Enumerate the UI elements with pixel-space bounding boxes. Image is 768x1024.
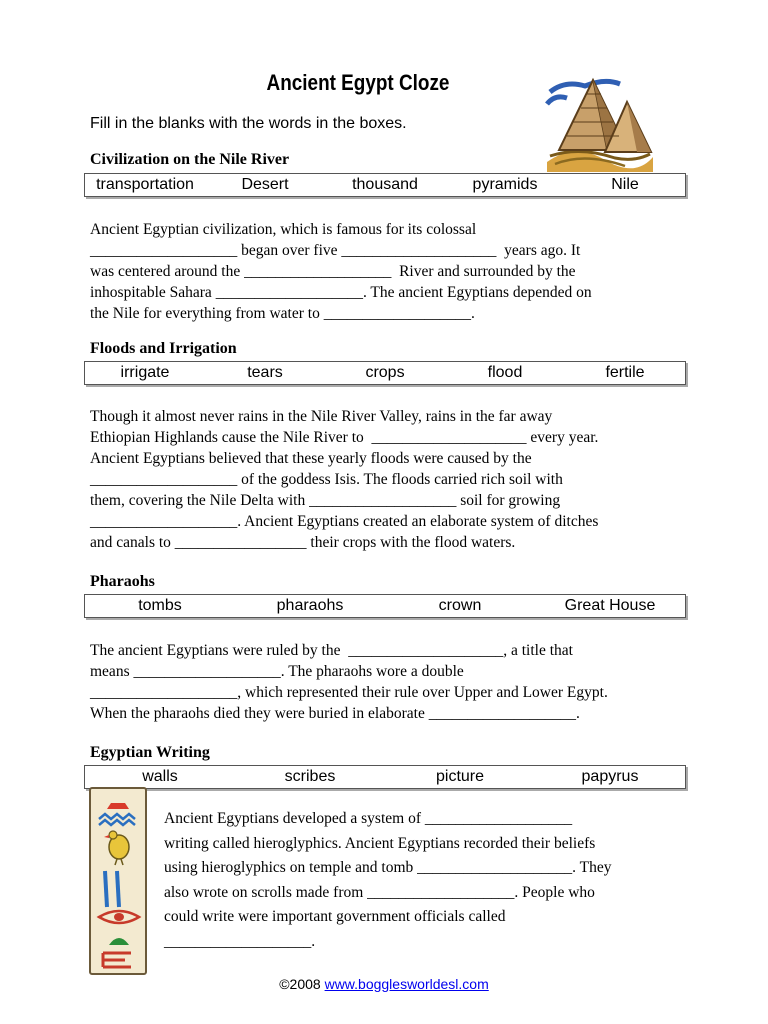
word-box-item: Great House <box>564 597 656 614</box>
copyright-text: ©2008 <box>279 976 325 992</box>
paragraph-line: ___________________. <box>164 932 316 950</box>
paragraph-line: was centered around the ___________________ River and surrounded by the <box>90 263 576 280</box>
word-box-item: Desert <box>241 176 289 193</box>
pyramid-illustration <box>545 72 655 172</box>
hieroglyph-illustration <box>89 787 147 975</box>
paragraph-line: ___________________ of the goddess Isis. The floods carried rich soil with <box>90 471 563 488</box>
paragraph-line: Ancient Egyptians developed a system of ___________________ <box>164 810 573 827</box>
word-box-pharaohs <box>84 594 686 618</box>
word-box-floods <box>84 361 686 385</box>
paragraph-line: The ancient Egyptians were ruled by the ____________________, a title that <box>90 642 573 659</box>
paragraph-pharaohs <box>90 640 680 724</box>
paragraph-line: and canals to _________________ their crops with the flood waters. <box>90 534 516 551</box>
footer <box>0 976 768 992</box>
paragraph-line: writing called hieroglyphics. Ancient Egyptians recorded their beliefs <box>164 834 596 852</box>
paragraph-writing <box>164 807 684 954</box>
paragraph-line: When the pharaohs died they were buried in elaborate ___________________. <box>90 705 580 722</box>
paragraph-nile <box>90 219 680 324</box>
word-box-item: scribes <box>284 768 336 785</box>
worksheet-title: Ancient Egypt Cloze <box>266 70 450 95</box>
word-box-item: tombs <box>138 597 182 614</box>
paragraph-line: ___________________ began over five ____________________ years ago. It <box>90 242 581 259</box>
paragraph-line: also wrote on scrolls made from ___________________. People who <box>164 883 595 901</box>
paragraph-line: Ancient Egyptian civilization, which is famous for its colossal <box>90 221 477 238</box>
paragraph-line: Ethiopian Highlands cause the Nile River to ____________________ every year. <box>90 429 599 446</box>
word-box-item: pharaohs <box>276 597 344 614</box>
paragraph-line: using hieroglyphics on temple and tomb ____________________. They <box>164 859 612 876</box>
word-box-item: transportation <box>96 176 194 193</box>
instructions: Fill in the blanks with the words in the boxes. <box>90 115 407 132</box>
word-box-item: picture <box>435 768 485 785</box>
paragraph-line: means ___________________. The pharaohs wore a double <box>90 663 464 680</box>
paragraph-line: ___________________, which represented their rule over Upper and Lower Egypt. <box>90 684 608 701</box>
word-box-item: crops <box>365 364 405 381</box>
paragraph-line: Ancient Egyptians believed that these yearly floods were caused by the <box>90 450 532 467</box>
word-box-writing <box>84 765 686 789</box>
word-box-item: Nile <box>611 176 639 193</box>
word-box-item: fertile <box>605 364 645 381</box>
word-box-item: thousand <box>352 176 418 193</box>
paragraph-floods <box>90 406 680 553</box>
paragraph-line: them, covering the Nile Delta with ___________________ soil for growing <box>90 492 561 509</box>
paragraph-line: the Nile for everything from water to ___________________. <box>90 305 475 322</box>
paragraph-line: ___________________. Ancient Egyptians created an elaborate system of ditches <box>90 513 599 530</box>
section-heading-nile: Civilization on the Nile River <box>90 151 290 168</box>
word-box-item: irrigate <box>120 364 170 381</box>
section-heading-writing: Egyptian Writing <box>90 744 210 761</box>
paragraph-line: inhospitable Sahara ___________________. The ancient Egyptians depended on <box>90 284 592 301</box>
word-box-nile <box>84 173 686 197</box>
section-heading-floods: Floods and Irrigation <box>90 340 237 357</box>
word-box-item: pyramids <box>472 176 538 193</box>
paragraph-line: could write were important government officials called <box>164 908 506 925</box>
paragraph-line: Though it almost never rains in the Nile River Valley, rains in the far away <box>90 408 553 425</box>
word-box-item: walls <box>142 768 178 785</box>
word-box-item: tears <box>247 364 283 381</box>
section-heading-pharaohs: Pharaohs <box>90 573 155 590</box>
word-box-item: papyrus <box>581 768 639 785</box>
word-box-item: flood <box>487 364 523 381</box>
website-link[interactable]: www.bogglesworldesl.com <box>324 976 489 992</box>
word-box-item: crown <box>438 597 482 614</box>
